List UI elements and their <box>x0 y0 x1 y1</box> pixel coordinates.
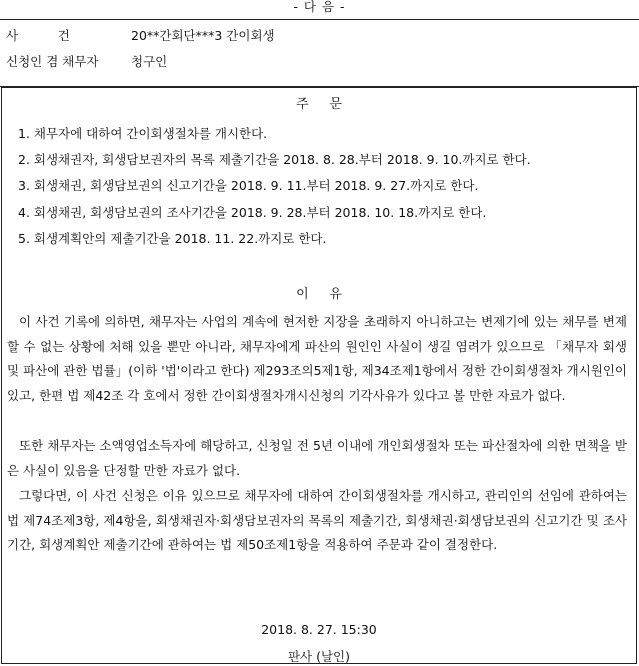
case-label: 사 건 <box>6 28 70 43</box>
order-item: 3. 회생채권, 회생담보권의 신고기간을 2018. 9. 11.부터 2018. 9. 27.까지로 한다. <box>18 178 479 193</box>
order-item: 1. 채무자에 대하여 간이회생절차를 개시한다. <box>18 126 268 141</box>
decision-box <box>1 87 637 664</box>
order-item: 2. 회생채권자, 회생담보권자의 목록 제출기간을 2018. 8. 28.부터 2018. 9. 10.까지로 한다. <box>18 152 531 167</box>
decision-date: 2018. 8. 27. 15:30 <box>261 622 377 637</box>
reason-paragraph: 이 사건 기록에 의하면, 채무자는 사업의 계속에 현저한 지장을 초래하지 아니하고는 변제기에 있는 채무를 변제할 수 없는 상황에 처해 있을 뿐만 아니라, 채무자에게 파산의 원인인 사실이 생길 염려가 있으므로 「채무자 회생 및 파산에 관한 법률」(이하 '법'이라고 한다) 제293조의5제1항, 제34조제1항에서 정한 간이회생절차 개시원인이 있고, 한편 법 제42조 각 호에서 정한 간이회생절차개시신청의 기각사유가 있다고 볼 만한 자료가 없다. <box>7 314 627 403</box>
applicant-label: 신청인 겸 채무자 <box>6 54 99 69</box>
section-heading: - 다 음 - <box>293 0 346 14</box>
reason-paragraph: 또한 채무자는 소액영업소득자에 해당하고, 신청일 전 5년 이내에 개인회생절차 또는 파산절차에 의한 면책을 받은 사실이 있음을 단정할 만한 자료가 없다. <box>7 438 627 478</box>
case-row <box>6 26 275 46</box>
case-value: 20**간회단***3 간이회생 <box>131 28 275 43</box>
top-rule <box>0 19 639 20</box>
applicant-value: 청구인 <box>131 54 168 69</box>
order-item: 4. 회생채권, 회생담보권의 조사기간을 2018. 9. 28.부터 2018. 10. 18.까지로 한다. <box>18 205 487 220</box>
order-title: 주 문 <box>296 97 342 112</box>
order-item: 5. 회생계획안의 제출기간을 2018. 11. 22.까지로 한다. <box>18 231 327 246</box>
applicant-row <box>6 52 167 72</box>
reason-title: 이 유 <box>296 287 342 302</box>
reason-paragraph: 그렇다면, 이 사건 신청은 이유 있으므로 채무자에 대하여 간이회생절차를 개시하고, 관리인의 선임에 관하여는 법 제74조제3항, 제4항을, 회생채권자·회생담보권자의 목록의 제출기간, 회생채권·회생담보권의 신고기간 및 조사기간, 회생계획안 제출기간에 관하여는 법 제50조제1항을 적용하여 주문과 같이 결정한다. <box>7 488 627 553</box>
judge-signature: 판사 (날인) <box>287 649 351 664</box>
